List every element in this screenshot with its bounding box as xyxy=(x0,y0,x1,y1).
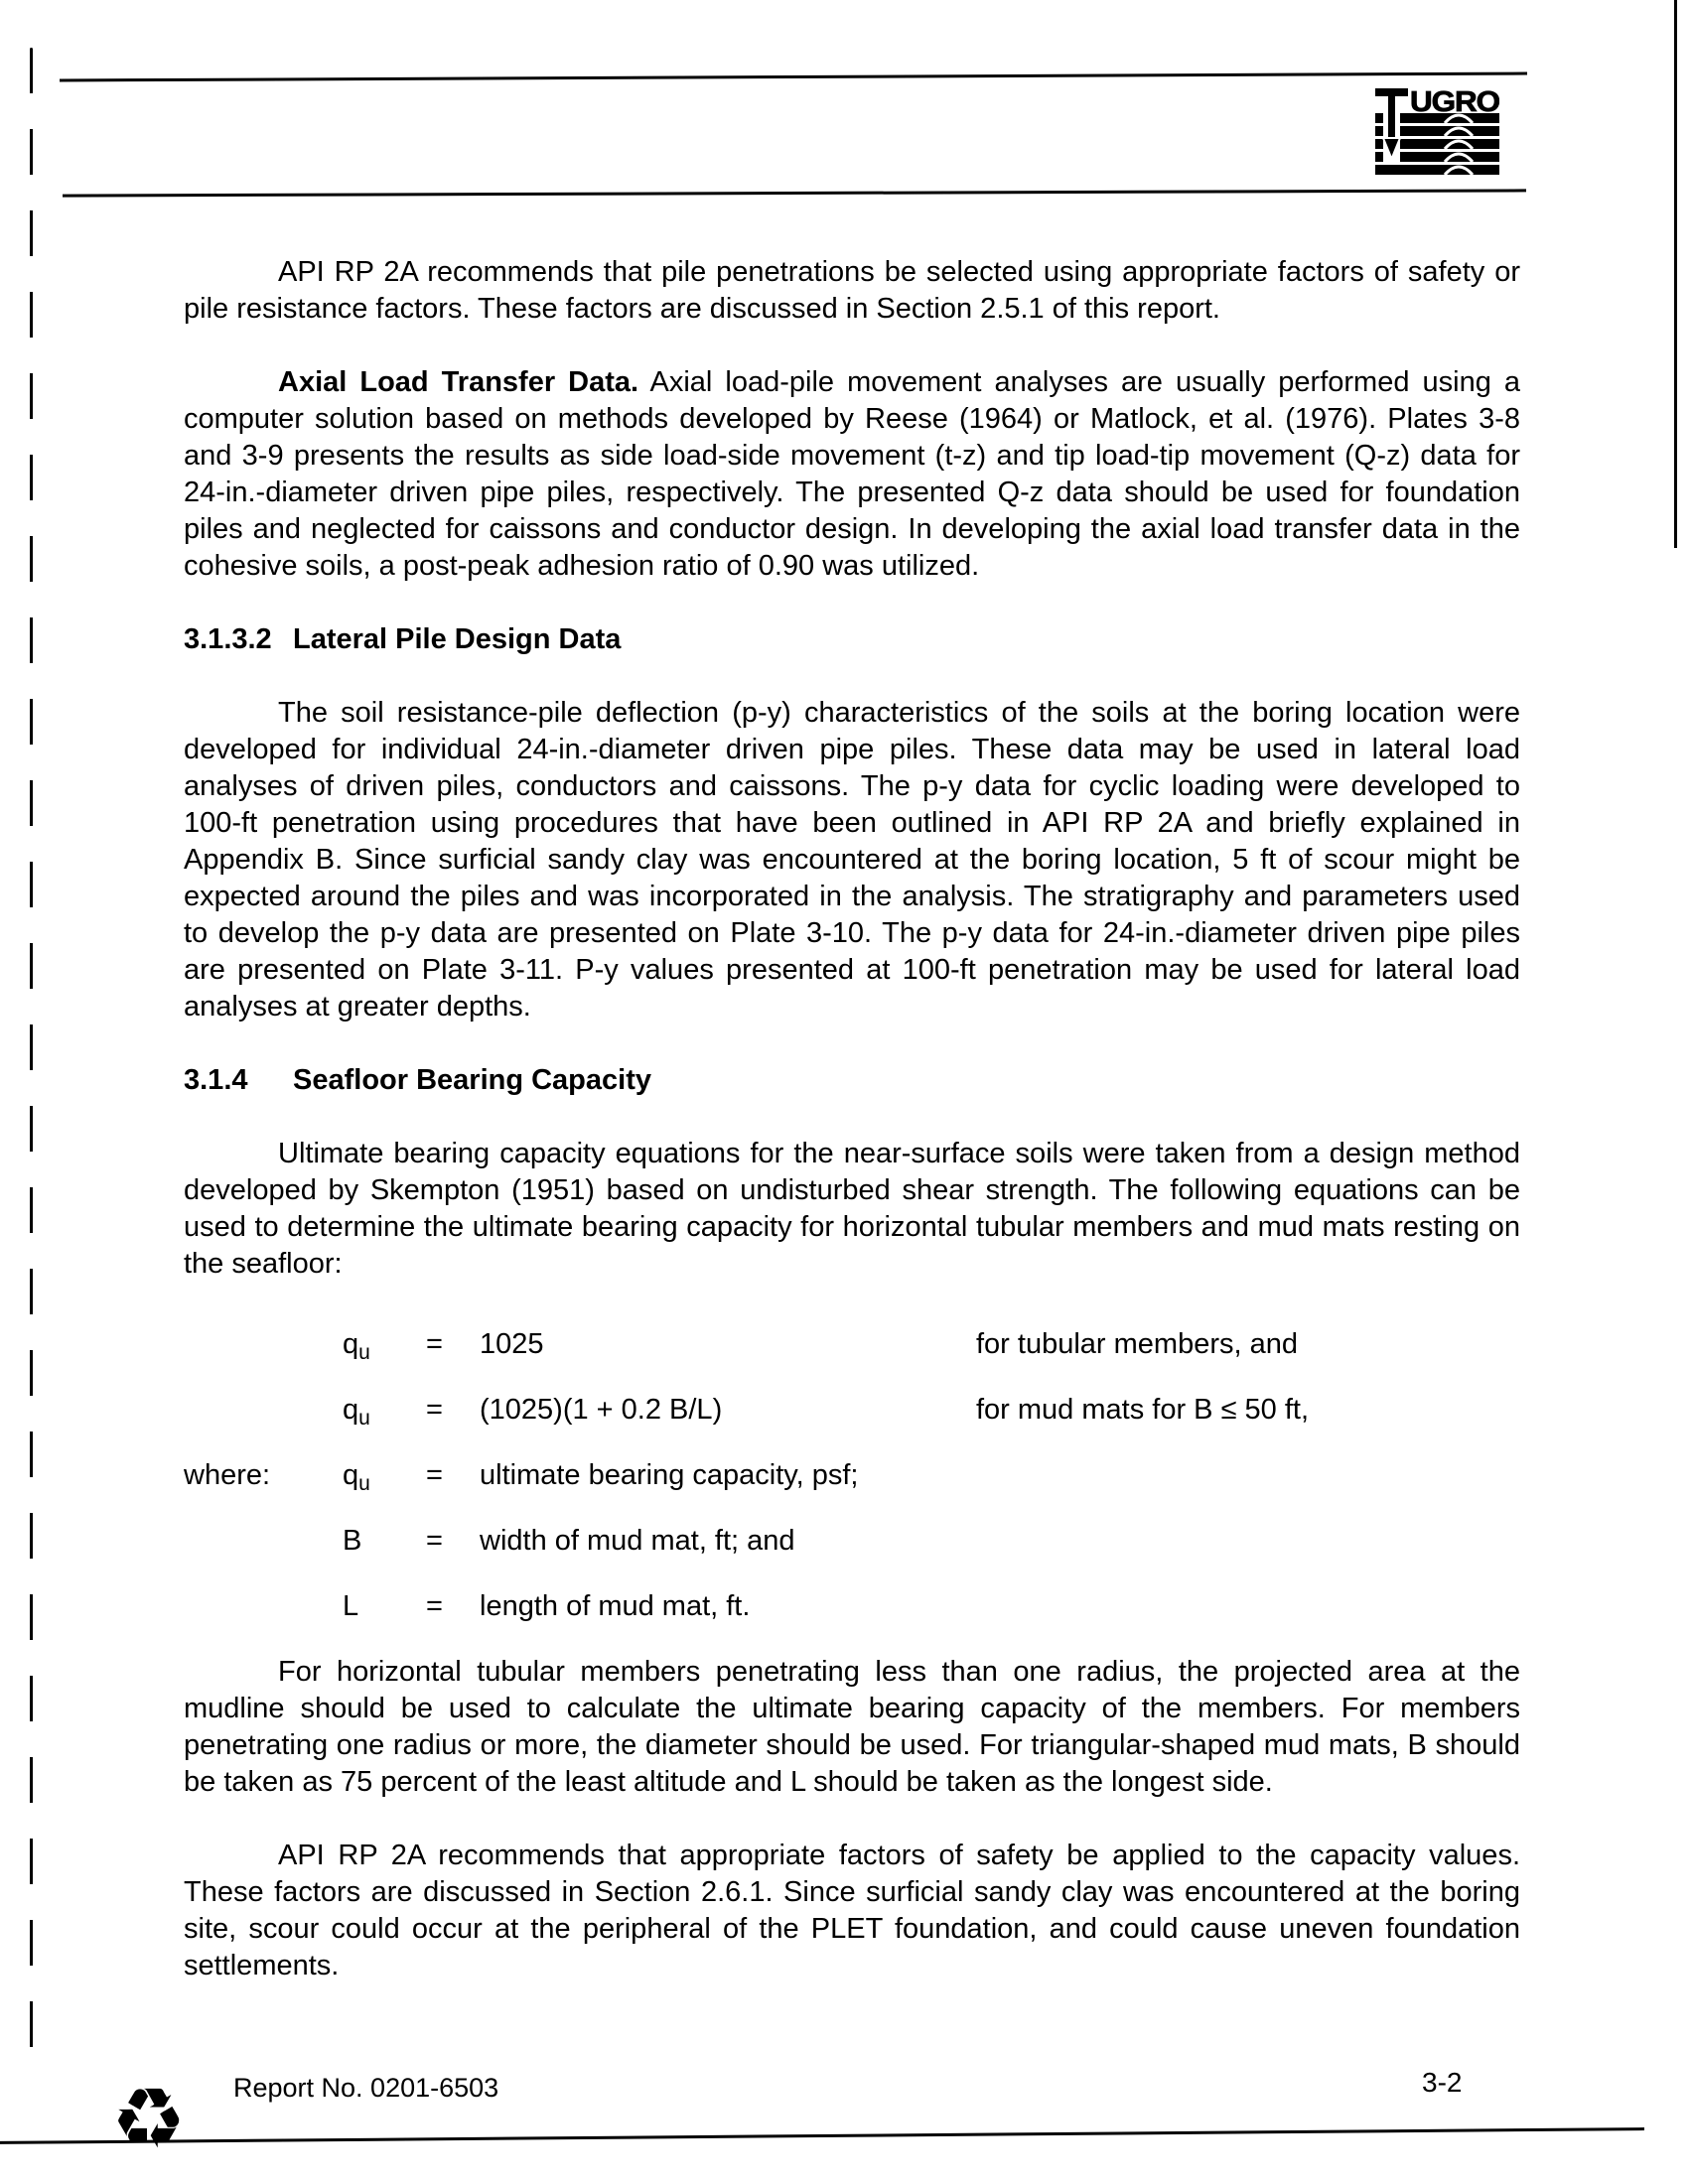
binding-scan-marks xyxy=(30,48,33,2068)
eq-label: where: xyxy=(184,1459,271,1491)
eq-label xyxy=(184,1326,343,1363)
eq-symbol: B xyxy=(343,1525,362,1557)
fugro-logo-graphic xyxy=(1375,83,1499,183)
eq-expression: 1025 xyxy=(480,1328,544,1360)
paragraph-factors-of-safety: API RP 2A recommends that appropriate factors of safety be applied to the capacity values. These factors are discussed in Section 2.6.1. Since surficial sandy clay was encountered at the boring site, scour could occur at the peripheral of the PLET foundation, and could cause uneven foundation settlements. xyxy=(184,1840,1520,1981)
document-body xyxy=(184,254,1520,2021)
axial-load-transfer-lead: Axial Load Transfer Data. xyxy=(278,366,639,398)
eq-condition xyxy=(976,1523,1520,1560)
section-number: 3.1.4 xyxy=(184,1064,248,1096)
definition-row-qu xyxy=(184,1457,1520,1494)
paragraph-py-characteristics: The soil resistance-pile deflection (p-y) characteristics of the soils at the boring location were developed for individual 24-in.-diameter driven pipe piles. These data may be used in lateral load analyses of driven piles, conductors and caissons. The p-y data for cyclic loading were developed to 100-ft penetration using procedures that have been outlined in API RP 2A and briefly explained in Appendix B. Since surficial sandy clay was encountered at the boring location, 5 ft of scour might be expected around the piles and was incorporated in the analysis. The stratigraphy and parameters used to develop the p-y data are presented on Plate 3-10. The p-y data for 24-in.-diameter driven pipe piles are presented on Plate 3-11. P-y values presented at 100-ft penetration may be used for lateral load analyses at greater depths. xyxy=(184,697,1520,1023)
eq-relation: = xyxy=(426,1525,443,1557)
eq-relation: = xyxy=(426,1590,443,1622)
eq-condition: for tubular members, and xyxy=(976,1328,1298,1360)
eq-relation: = xyxy=(426,1394,443,1426)
footer-report-number: Report No. 0201-6503 xyxy=(233,2073,499,2103)
fugro-logo xyxy=(1375,83,1499,183)
paragraph-axial-load-transfer xyxy=(184,364,1520,585)
right-edge-scan-line xyxy=(1674,0,1677,548)
section-title: Lateral Pile Design Data xyxy=(293,623,622,655)
recycle-icon: ♻ xyxy=(111,2070,187,2167)
section-number: 3.1.3.2 xyxy=(184,623,272,655)
logo-f-crossbar xyxy=(1375,88,1408,96)
paragraph-horizontal-tubular-members: For horizontal tubular members penetrating less than one radius, the projected area at the mudline should be used to calculate the ultimate bearing capacity of the members. For members penetrating one radius or more, the diameter should be used. For triangular-shaped mud mats, B should be taken as 75 percent of the least altitude and L should be taken as the longest side. xyxy=(184,1656,1520,1798)
section-title: Seafloor Bearing Capacity xyxy=(293,1064,651,1096)
eq-expression: length of mud mat, ft. xyxy=(480,1590,751,1622)
eq-expression: width of mud mat, ft; and xyxy=(480,1525,795,1557)
eq-symbol: $q_u$ xyxy=(343,1328,370,1364)
axial-load-transfer-text: Axial load-pile movement analyses are usually performed using a computer solution based on methods developed by Reese (1964) or Matlock, et al. (1976). Plates 3-8 and 3-9 presents the results as side load-side movement (t-z) and tip load-tip movement (Q-z) data for 24-in.-diameter driven pipe piles, respectively. The presented Q-z data should be used for foundation piles and neglected for caissons and conductor design. In developing the axial load transfer data in the cohesive soils, a post-peak adhesion ratio of 0.90 was utilized. xyxy=(184,366,1520,582)
equation-row-mud-mats xyxy=(184,1392,1520,1429)
eq-expression: ultimate bearing capacity, psf; xyxy=(480,1459,859,1491)
eq-symbol: $q_u$ xyxy=(343,1394,370,1430)
eq-expression: (1025)(1 + 0.2 B/L) xyxy=(480,1394,723,1426)
eq-condition: for mud mats for B ≤ 50 ft, xyxy=(976,1394,1310,1426)
heading-lateral-pile-design-data xyxy=(184,621,1520,658)
eq-label xyxy=(184,1588,343,1625)
definition-row-l xyxy=(184,1588,1520,1625)
eq-label xyxy=(184,1523,343,1560)
equation-row-tubular xyxy=(184,1326,1520,1363)
definition-row-b xyxy=(184,1523,1520,1560)
header-rule-bottom xyxy=(63,189,1526,197)
logo-letters: UGRO xyxy=(1410,86,1499,118)
eq-label xyxy=(184,1392,343,1429)
paragraph-ultimate-bearing-capacity: Ultimate bearing capacity equations for the near-surface soils were taken from a design method developed by Skempton (1951) based on undisturbed shear strength. The following equations can be used to determine the ultimate bearing capacity for horizontal tubular members and mud mats resting on the seafloor: xyxy=(184,1138,1520,1280)
eq-condition xyxy=(976,1588,1520,1625)
eq-condition xyxy=(976,1457,1520,1494)
footer-page-number: 3-2 xyxy=(1422,2067,1463,2098)
eq-symbol: $q_u$ xyxy=(343,1459,370,1495)
footer-rule xyxy=(0,2127,1644,2144)
paragraph-api-rp2a-safety: API RP 2A recommends that pile penetrations be selected using appropriate factors of safety or pile resistance factors. These factors are discussed in Section 2.5.1 of this report. xyxy=(184,256,1520,325)
eq-relation: = xyxy=(426,1459,443,1491)
equation-block xyxy=(184,1326,1520,1625)
eq-symbol: L xyxy=(343,1590,359,1622)
eq-relation: = xyxy=(426,1328,443,1360)
heading-seafloor-bearing-capacity xyxy=(184,1062,1520,1099)
header-rule-top xyxy=(60,72,1527,82)
